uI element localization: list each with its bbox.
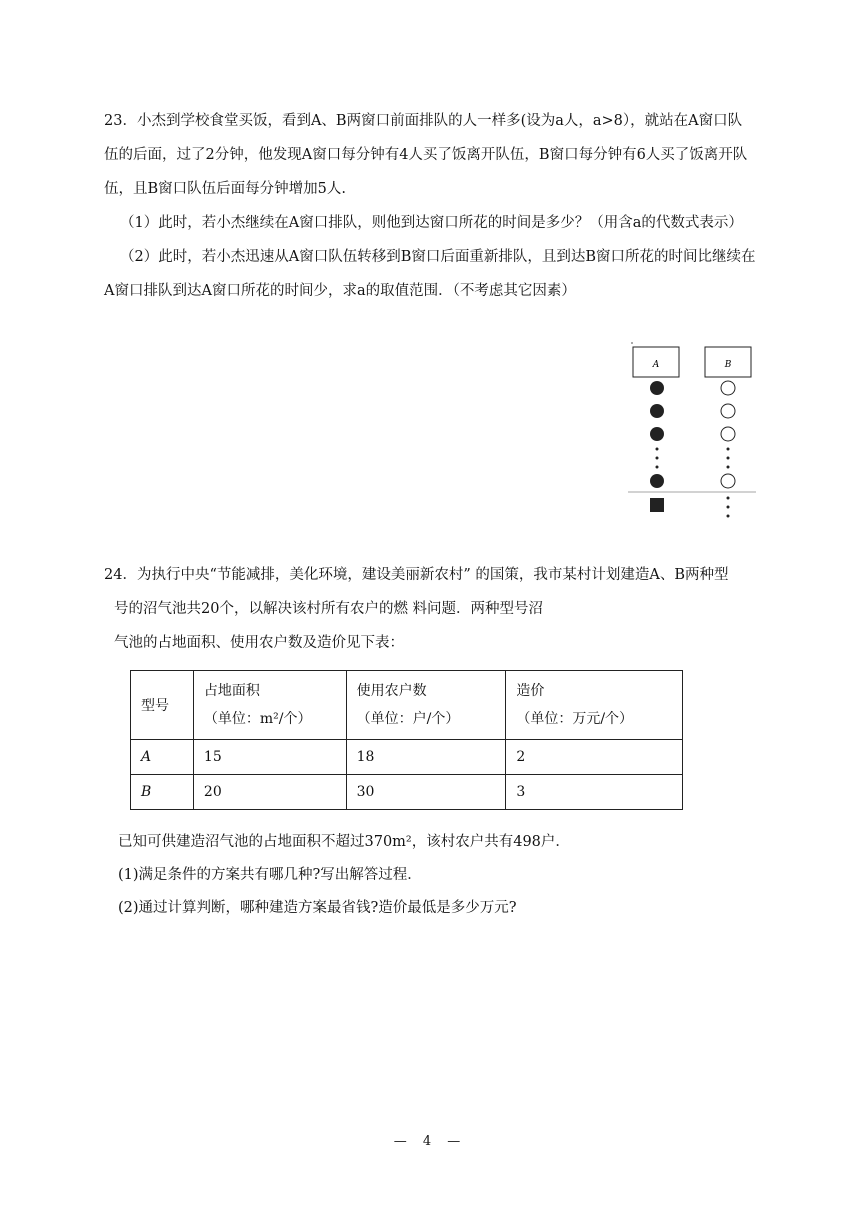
header-cost-unit: （单位：万元/个） [516, 711, 634, 727]
window-a-label: A [652, 360, 660, 370]
table-row [131, 740, 683, 775]
queue-a-person [650, 404, 664, 418]
header-cost-title: 造价 [516, 683, 545, 699]
cell-cost: 2 [506, 740, 683, 775]
window-b-label: B [724, 360, 732, 370]
queue-a-person [650, 474, 664, 488]
queue-b-person [721, 474, 735, 488]
q24-line-2: 号的沼气池共20个，以解决该村所有农户的燃 料问题．两种型号沼 [114, 601, 544, 617]
cell-type: B [131, 775, 194, 810]
ellipsis-dot [727, 497, 730, 500]
q24-given: 已知可供建造沼气池的占地面积不超过370m²，该村农户共有498户． [118, 834, 570, 850]
table-row [131, 775, 683, 810]
header-cost [506, 671, 683, 740]
queue-diagram [624, 342, 760, 528]
header-area [193, 671, 346, 740]
queue-b-person [721, 404, 735, 418]
ellipsis-dot [727, 506, 730, 509]
queue-b-person [721, 427, 735, 441]
queue-a-person [650, 381, 664, 395]
queue-b-person [721, 381, 735, 395]
ellipsis-dot [656, 457, 659, 460]
header-users [346, 671, 506, 740]
cell-area: 15 [193, 740, 346, 775]
question-23 [104, 104, 756, 308]
page-number: — 4 — [393, 1134, 467, 1149]
queue-a-person [650, 427, 664, 441]
q23-part-1: （1）此时，若小杰继续在A窗口排队，则他到达窗口所花的时间是多少？（用含a的代数式表示） [120, 215, 743, 231]
q24-ask-2: (2)通过计算判断，哪种建造方案最省钱?造价最低是多少万元? [118, 900, 517, 916]
cell-cost: 3 [506, 775, 683, 810]
ellipsis-dot [656, 466, 659, 469]
header-area-title: 占地面积 [203, 683, 260, 699]
q24-line-3: 气池的占地面积、使用农户数及造价见下表： [114, 635, 404, 651]
header-users-title: 使用农户数 [356, 683, 427, 699]
q24-conditions [118, 826, 758, 925]
q24-ask-1: (1)满足条件的方案共有哪几种?写出解答过程． [118, 867, 422, 883]
q23-stem: 23．小杰到学校食堂买饭，看到A、B两窗口前面排队的人一样多(设为a人，a>8），就站在A窗口队伍的后面，过了2分钟，他发现A窗口每分钟有4人买了饭离开队伍，B窗口每分钟有6人买了饭离开队伍，且B窗口队伍后面每分钟增加5人. [104, 113, 748, 197]
cell-area: 20 [193, 775, 346, 810]
cell-type: A [131, 740, 194, 775]
biogas-pool-table [130, 670, 683, 810]
ellipsis-dot [727, 457, 730, 460]
header-area-unit: （单位：m²/个） [203, 711, 312, 727]
header-type: 型号 [131, 671, 194, 740]
question-24 [104, 558, 764, 660]
q24-line-1: 24．为执行中央“节能减排，美化环境，建设美丽新农村” 的国策，我市某村计划建造A、B两种型 [104, 567, 729, 583]
table-header-row [131, 671, 683, 740]
ellipsis-dot [727, 515, 730, 518]
q23-part-2: （2）此时，若小杰迅速从A窗口队伍转移到B窗口后面重新排队，且到达B窗口所花的时间比继续在A窗口排队到达A窗口所花的时间少，求a的取值范围．（不考虑其它因素） [104, 249, 756, 299]
ellipsis-dot [727, 448, 730, 451]
cell-users: 18 [346, 740, 506, 775]
xiaojie-square [650, 498, 664, 512]
ellipsis-dot [656, 448, 659, 451]
cell-users: 30 [346, 775, 506, 810]
ellipsis-dot [727, 466, 730, 469]
header-users-unit: （单位：户/个） [356, 711, 460, 727]
